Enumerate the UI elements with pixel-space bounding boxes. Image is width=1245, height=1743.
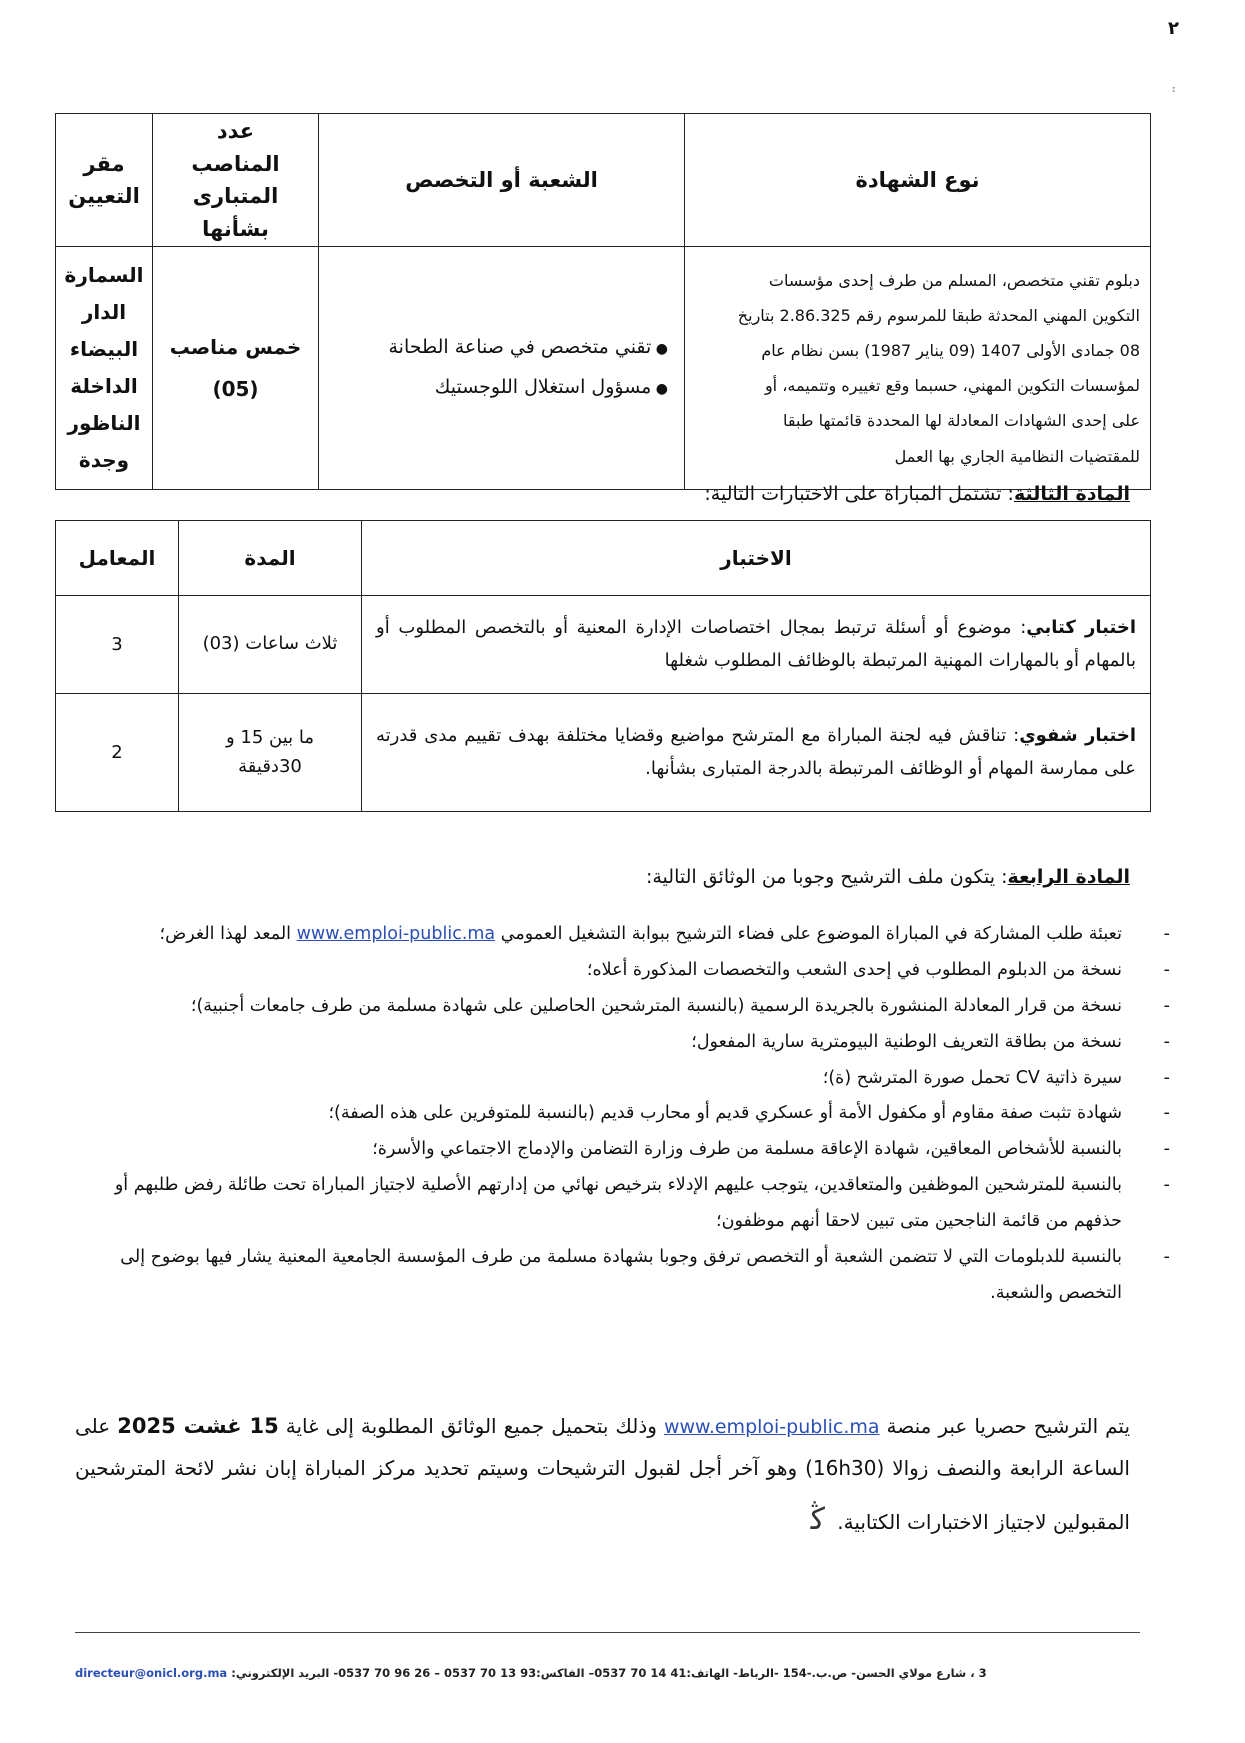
header-test: الاختبار <box>362 521 1151 596</box>
test-text: : موضوع أو أسئلة ترتبط بمجال اختصاصات الإدارة المعنية أو بالتخصص المطلوب أو بالمهام أو بالمهارات المهنية المرتبطة بالوظائف المطلوب شغلها <box>376 617 1136 671</box>
certificate-line: التكوين المهني المحدثة طبقا للمرسوم رقم 2.86.325 بتاريخ <box>737 305 1140 325</box>
positions-count-cell <box>153 247 319 490</box>
header-location: مقر التعيين <box>56 114 153 247</box>
list-item: - نسخة من قرار المعادلة المنشورة بالجريدة الرسمية (بالنسبة المترشحين الحاصلين على شهادة مسلمة من طرف جامعات أجنبية)؛ <box>75 989 1170 1025</box>
location-item: الداخلة <box>70 374 138 399</box>
certificate-line: دبلوم تقني متخصص، المسلم من طرف إحدى مؤسسات <box>768 270 1140 290</box>
test-duration-text: ما بين 15 و 30دقيقة <box>225 726 315 777</box>
footer-divider <box>75 1632 1140 1633</box>
closing-text-1: يتم الترشيح حصريا عبر منصة <box>886 1414 1131 1438</box>
header-specialty: الشعبة أو التخصص <box>319 114 685 247</box>
positions-table-header <box>56 114 1151 247</box>
specialty-cell <box>319 247 685 490</box>
test-description <box>362 596 1151 694</box>
footer-email[interactable]: directeur@onicl.org.ma <box>75 1666 228 1680</box>
list-item-text-end: المعد لهذا الغرض؛ <box>159 924 292 944</box>
test-coefficient: 2 <box>56 694 179 812</box>
positions-table <box>55 113 1151 490</box>
positions-table-row <box>56 247 1151 490</box>
location-cell <box>56 247 153 490</box>
list-item: - نسخة من بطاقة التعريف الوطنية البيومترية سارية المفعول؛ <box>75 1025 1170 1061</box>
specialty-item: ● مسؤول استغلال اللوجستيك <box>335 368 668 408</box>
header-positions-count-label: عدد المناصب المتبارى بشأنها <box>191 119 280 241</box>
header-certificate: نوع الشهادة <box>685 114 1151 247</box>
list-item: - بالنسبة للمترشحين الموظفين والمتعاقدين، يتوجب عليهم الإدلاء بترخيص نهائي من إدارتهم الأصلية لاجتياز المباراة تحت طائلة رفض طلبهم أو حذفهم من قائمة الناجحين متى تبين لاحقا أنهم موظفون؛ <box>75 1168 1170 1240</box>
article-3-heading <box>704 483 1130 505</box>
closing-text-2: وذلك بتحميل جميع الوثائق المطلوبة إلى غاية <box>285 1414 657 1438</box>
emploi-public-link[interactable]: www.emploi-public.ma <box>296 924 496 944</box>
list-item: - نسخة من الدبلوم المطلوب في إحدى الشعب والتخصصات المذكورة أعلاه؛ <box>75 953 1170 989</box>
location-item: الناظور <box>67 411 141 436</box>
emploi-public-link-2[interactable]: www.emploi-public.ma <box>663 1416 880 1438</box>
certificate-line: على إحدى الشهادات المعادلة لها المحددة قائمتها طبقا <box>782 411 1140 431</box>
list-item: - سيرة ذاتية CV تحمل صورة المترشح (ة)؛ <box>75 1061 1170 1097</box>
list-item <box>75 917 1170 953</box>
certificate-line: للمقتضيات النظامية الجاري بها العمل <box>894 446 1140 466</box>
location-item: السمارة <box>64 263 144 288</box>
test-coefficient: 3 <box>56 596 179 694</box>
list-item: - بالنسبة للأشخاص المعاقين، شهادة الإعاقة مسلمة من طرف وزارة التضامن والإدماج الاجتماعي والأسرة؛ <box>75 1132 1170 1168</box>
footer-address-text: 3 ، شارع مولاي الحسن- ص.ب.-154 -الرباط- الهاتف:41 14 70 0537– الفاكس:93 13 70 0537 – 26 96 70 0537- البريد الإلكتروني: <box>231 1666 987 1680</box>
location-item: وجدة <box>78 448 130 473</box>
list-item: - بالنسبة للدبلومات التي لا تتضمن الشعبة أو التخصص ترفق وجوبا بشهادة مسلمة من طرف المؤسسة الجامعية المعنية يشار فيها بوضوح إلى التخصص والشعبة. <box>75 1240 1170 1312</box>
article-3-text: : تشتمل المباراة على الاختبارات التالية: <box>704 483 1014 505</box>
article-4-text: : يتكون ملف الترشيح وجوبا من الوثائق التالية: <box>645 866 1008 888</box>
tests-table-header <box>56 521 1151 596</box>
test-title: اختبار كتابي <box>1026 617 1137 639</box>
test-row-written <box>56 596 1151 694</box>
footer-address <box>75 1666 1140 1680</box>
corner-dots: ፡ <box>1172 82 1176 98</box>
corner-mark: ۲ <box>1168 18 1179 39</box>
article-3-label: المادة الثالثة <box>1013 483 1130 505</box>
positions-count-number: (05) <box>212 377 259 402</box>
location-item: الدار البيضاء <box>69 300 139 362</box>
certificate-line: 08 جمادى الأولى 1407 (09 يناير 1987) بسن نظام عام <box>761 341 1140 360</box>
tests-table <box>55 520 1151 812</box>
deadline-date: 15 غشت 2025 <box>117 1414 279 1438</box>
header-positions-count <box>153 114 319 247</box>
closing-paragraph <box>75 1405 1130 1551</box>
signature-mark: ﯕ <box>810 1502 825 1538</box>
test-title: اختبار شفوي <box>1019 725 1136 747</box>
article-4-label: المادة الرابعة <box>1007 866 1130 888</box>
article-4-heading <box>646 866 1130 888</box>
test-duration <box>179 694 362 812</box>
list-item: - شهادة تثبت صفة مقاوم أو مكفول الأمة أو عسكري قديم أو محارب قديم (بالنسبة للمتوفرين على هذه الصفة)؛ <box>75 1096 1170 1132</box>
header-duration: المدة <box>179 521 362 596</box>
test-text: : تناقش فيه لجنة المباراة مع المترشح مواضيع وقضايا مختلفة بهدف تقييم مدى قدرته على ممارسة المهام أو الوظائف المرتبطة بالدرجة المتبارى بشأنها. <box>376 725 1136 779</box>
test-description <box>362 694 1151 812</box>
header-coefficient: المعامل <box>56 521 179 596</box>
certificate-line: لمؤسسات التكوين المهني، حسبما وقع تغييره وتتميمه، أو <box>764 376 1140 396</box>
required-documents-list <box>75 917 1170 1312</box>
test-row-oral <box>56 694 1151 812</box>
positions-count-text: خمس مناصب <box>169 335 302 360</box>
closing-text-3: على الساعة الرابعة والنصف زوالا (16h30) وهو آخر أجل لقبول الترشيحات وسيتم تحديد مركز المباراة إبان نشر لائحة المترشحين المقبولين لاجتياز الاختبارات الكتابية. <box>75 1414 1130 1535</box>
test-duration: ثلاث ساعات (03) <box>179 596 362 694</box>
list-item-text: تعبئة طلب المشاركة في المباراة الموضوع على فضاء الترشيح ببوابة التشغيل العمومي <box>500 924 1122 944</box>
specialty-item: ● تقني متخصص في صناعة الطحانة <box>335 328 668 368</box>
certificate-cell <box>685 247 1151 490</box>
